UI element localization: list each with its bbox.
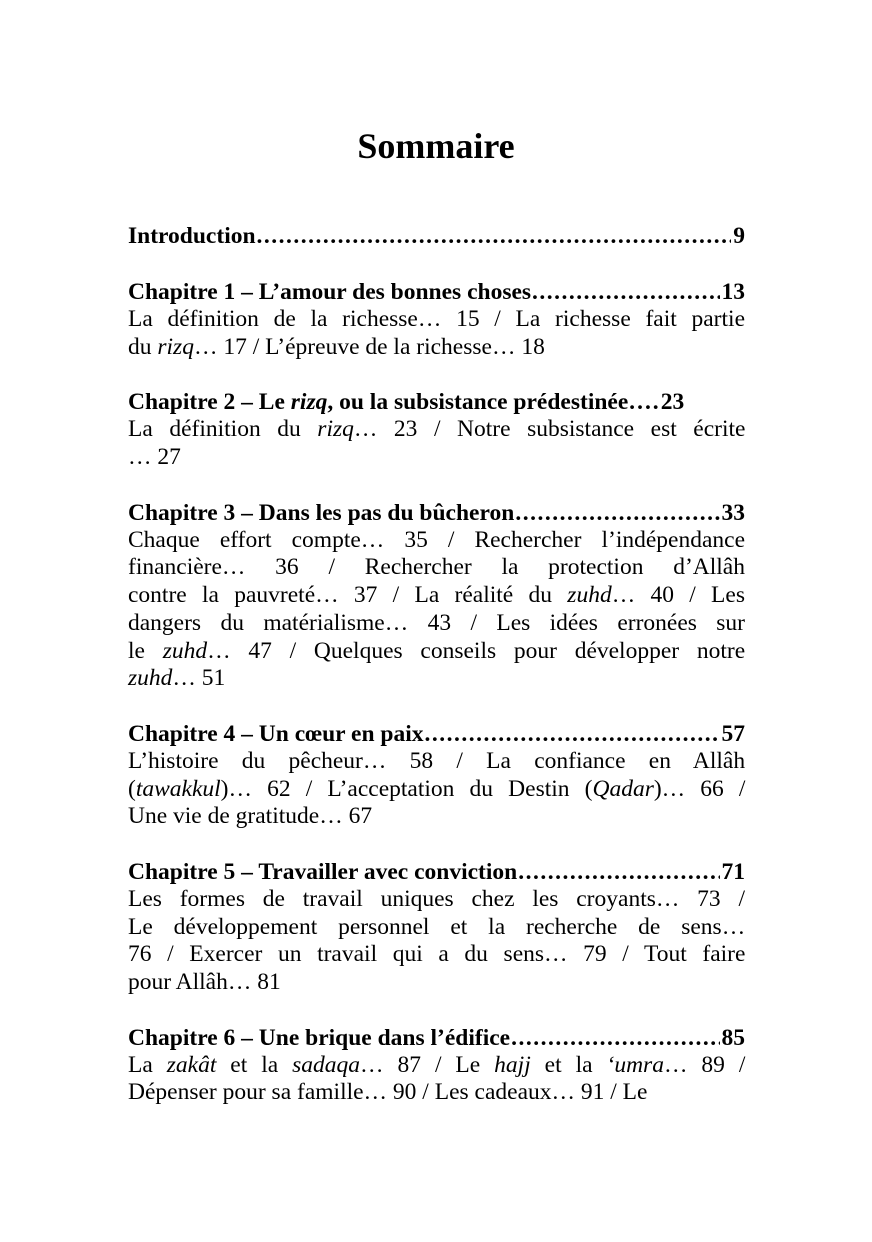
italic-term: tawakkul <box>135 775 221 802</box>
text-run: … 27 <box>128 444 181 471</box>
italic-term: zuhd <box>128 665 173 692</box>
spacer <box>128 250 745 278</box>
toc-heading[interactable] <box>128 222 745 250</box>
text-run: )… 66 / <box>653 775 746 802</box>
spacer <box>128 997 745 1024</box>
toc-heading-title <box>128 1024 510 1052</box>
text-run: Une vie de gratitude… 67 <box>128 803 373 830</box>
text-run: 76 / Exercer un travail qui a du sens… 79 / Tout faire <box>128 941 746 968</box>
toc-heading-title: Introduction <box>128 223 256 249</box>
toc-heading-title <box>128 388 652 416</box>
text-run: Dépenser pour sa famille… 90 / Les cadeaux… 91 / Le <box>128 1079 648 1106</box>
text-run: et la <box>530 1051 607 1078</box>
text-run: … 47 / Quelques conseils pour développer notre <box>207 637 746 664</box>
italic-term: rizq <box>157 333 194 360</box>
dot-leader <box>518 858 719 886</box>
dot-leader <box>532 278 719 306</box>
toc-page-number: 13 <box>721 279 745 305</box>
toc-page-number: 85 <box>721 1024 745 1051</box>
text-run: dangers du matérialisme… 43 / Les idées erronées sur <box>128 609 746 636</box>
toc-subsection-line[interactable] <box>128 334 745 362</box>
toc-heading-title <box>128 720 424 748</box>
italic-term: zuhd <box>567 582 612 609</box>
text-run: du <box>128 333 158 360</box>
toc-heading-title <box>128 499 514 527</box>
toc-subsection-line[interactable] <box>128 941 745 969</box>
toc-heading[interactable] <box>128 278 745 306</box>
spacer <box>128 831 745 858</box>
toc-subsection-line[interactable] <box>128 969 745 997</box>
text-run: et la <box>216 1051 293 1078</box>
toc-entry-chapter-1 <box>128 278 745 361</box>
text-run: … 40 / Les <box>611 582 745 609</box>
toc-subsection-line[interactable] <box>128 638 745 666</box>
text-run: L’histoire du pêcheur… 58 / La confiance en Allâh <box>128 747 746 774</box>
text-run: Chapitre 6 – Une brique dans l’édifice <box>128 1024 511 1051</box>
toc-entry-chapter-5 <box>128 858 745 997</box>
toc-heading[interactable] <box>128 858 745 886</box>
text-run: pour Allâh… 81 <box>128 969 281 995</box>
italic-term: sadaqa <box>292 1051 361 1078</box>
dot-leader <box>653 388 659 416</box>
dot-leader <box>257 222 732 250</box>
text-run: … 23 / Notre subsistance est écrite <box>353 416 746 443</box>
text-run: , ou la subsistance prédestinée… <box>327 389 652 416</box>
text-run: ( <box>128 775 136 802</box>
text-run: … 51 <box>172 665 226 692</box>
text-run: le <box>128 637 163 664</box>
spacer <box>128 361 745 388</box>
toc-subsection-line[interactable] <box>128 1052 745 1080</box>
table-of-contents <box>128 222 745 1107</box>
toc-subsection-line[interactable] <box>128 776 745 804</box>
toc-subsections <box>128 886 745 997</box>
toc-heading-title <box>128 278 531 306</box>
italic-term: rizq <box>317 416 354 443</box>
toc-page-number: 33 <box>721 499 745 526</box>
toc-entry-chapter-4 <box>128 720 745 831</box>
dot-leader <box>425 720 720 748</box>
text-run: … 87 / Le <box>360 1051 495 1078</box>
toc-subsections <box>128 1052 745 1107</box>
toc-heading[interactable] <box>128 1024 745 1052</box>
toc-subsections <box>128 748 745 831</box>
toc-subsection-line[interactable] <box>128 803 745 831</box>
text-run: Chapitre 5 – Travailler avec conviction <box>128 858 518 885</box>
toc-page-number: 23 <box>660 389 685 416</box>
italic-term: ‘umra <box>606 1051 664 1078</box>
toc-subsection-line[interactable] <box>128 306 745 334</box>
italic-term: rizq <box>290 389 328 416</box>
italic-term: zuhd <box>162 637 208 664</box>
toc-subsections <box>128 416 745 471</box>
toc-subsection-line[interactable] <box>128 748 745 776</box>
toc-subsection-line[interactable] <box>128 554 745 582</box>
toc-entry-chapter-6 <box>128 1024 745 1107</box>
text-run: La <box>128 1051 167 1078</box>
text-run: La définition de la richesse… 15 / La richesse fait partie <box>128 306 745 332</box>
toc-subsections <box>128 306 745 361</box>
italic-term: Qadar <box>592 775 654 802</box>
toc-entry-chapter-2 <box>128 388 745 471</box>
toc-subsections <box>128 527 745 693</box>
toc-subsection-line[interactable] <box>128 914 745 942</box>
toc-heading[interactable] <box>128 388 745 416</box>
toc-subsection-line[interactable] <box>128 665 745 693</box>
dot-leader <box>511 1024 719 1052</box>
toc-heading[interactable] <box>128 720 745 748</box>
page-title: Sommaire <box>357 126 515 166</box>
text-run: … 89 / <box>663 1051 746 1078</box>
text-run: … 17 / L’épreuve de la richesse… 18 <box>193 333 545 360</box>
toc-subsection-line[interactable] <box>128 886 745 914</box>
italic-term: hajj <box>494 1051 531 1078</box>
toc-entry-introduction <box>128 222 745 250</box>
toc-entry-chapter-3 <box>128 499 745 693</box>
dot-leader <box>515 499 719 527</box>
toc-page-number: 71 <box>721 858 745 885</box>
spacer <box>128 693 745 720</box>
italic-term: zakât <box>166 1051 217 1078</box>
toc-subsection-line[interactable] <box>128 527 745 555</box>
toc-subsection-line[interactable] <box>128 444 745 472</box>
toc-page-number: 57 <box>721 720 745 747</box>
text-run: La définition du <box>128 416 318 443</box>
toc-subsection-line[interactable] <box>128 416 745 444</box>
toc-subsection-line[interactable] <box>128 582 745 610</box>
text-run: Le développement personnel et la recherche de sens… <box>128 913 746 940</box>
text-run: financière… 36 / Rechercher la protection d’Allâh <box>128 554 745 581</box>
toc-subsection-line[interactable] <box>128 1079 745 1107</box>
toc-heading-title <box>128 858 517 886</box>
text-run: Chapitre 4 – Un cœur en paix <box>128 720 424 747</box>
text-run: contre la pauvreté… 37 / La réalité du <box>128 582 568 609</box>
text-run: Chapitre 1 – L’amour des bonnes choses <box>128 279 532 305</box>
spacer <box>128 472 745 499</box>
toc-subsection-line[interactable] <box>128 610 745 638</box>
text-run: )… 62 / L’acceptation du Destin ( <box>220 775 593 802</box>
toc-heading[interactable] <box>128 499 745 527</box>
text-run: Chapitre 3 – Dans les pas du bûcheron <box>128 499 515 526</box>
toc-page-number: 9 <box>733 223 745 249</box>
text-run: Chapitre 2 – Le <box>128 389 291 416</box>
text-run: Les formes de travail uniques chez les croyants… 73 / <box>128 885 745 912</box>
text-run: Chaque effort compte… 35 / Rechercher l’indépendance <box>128 526 746 553</box>
